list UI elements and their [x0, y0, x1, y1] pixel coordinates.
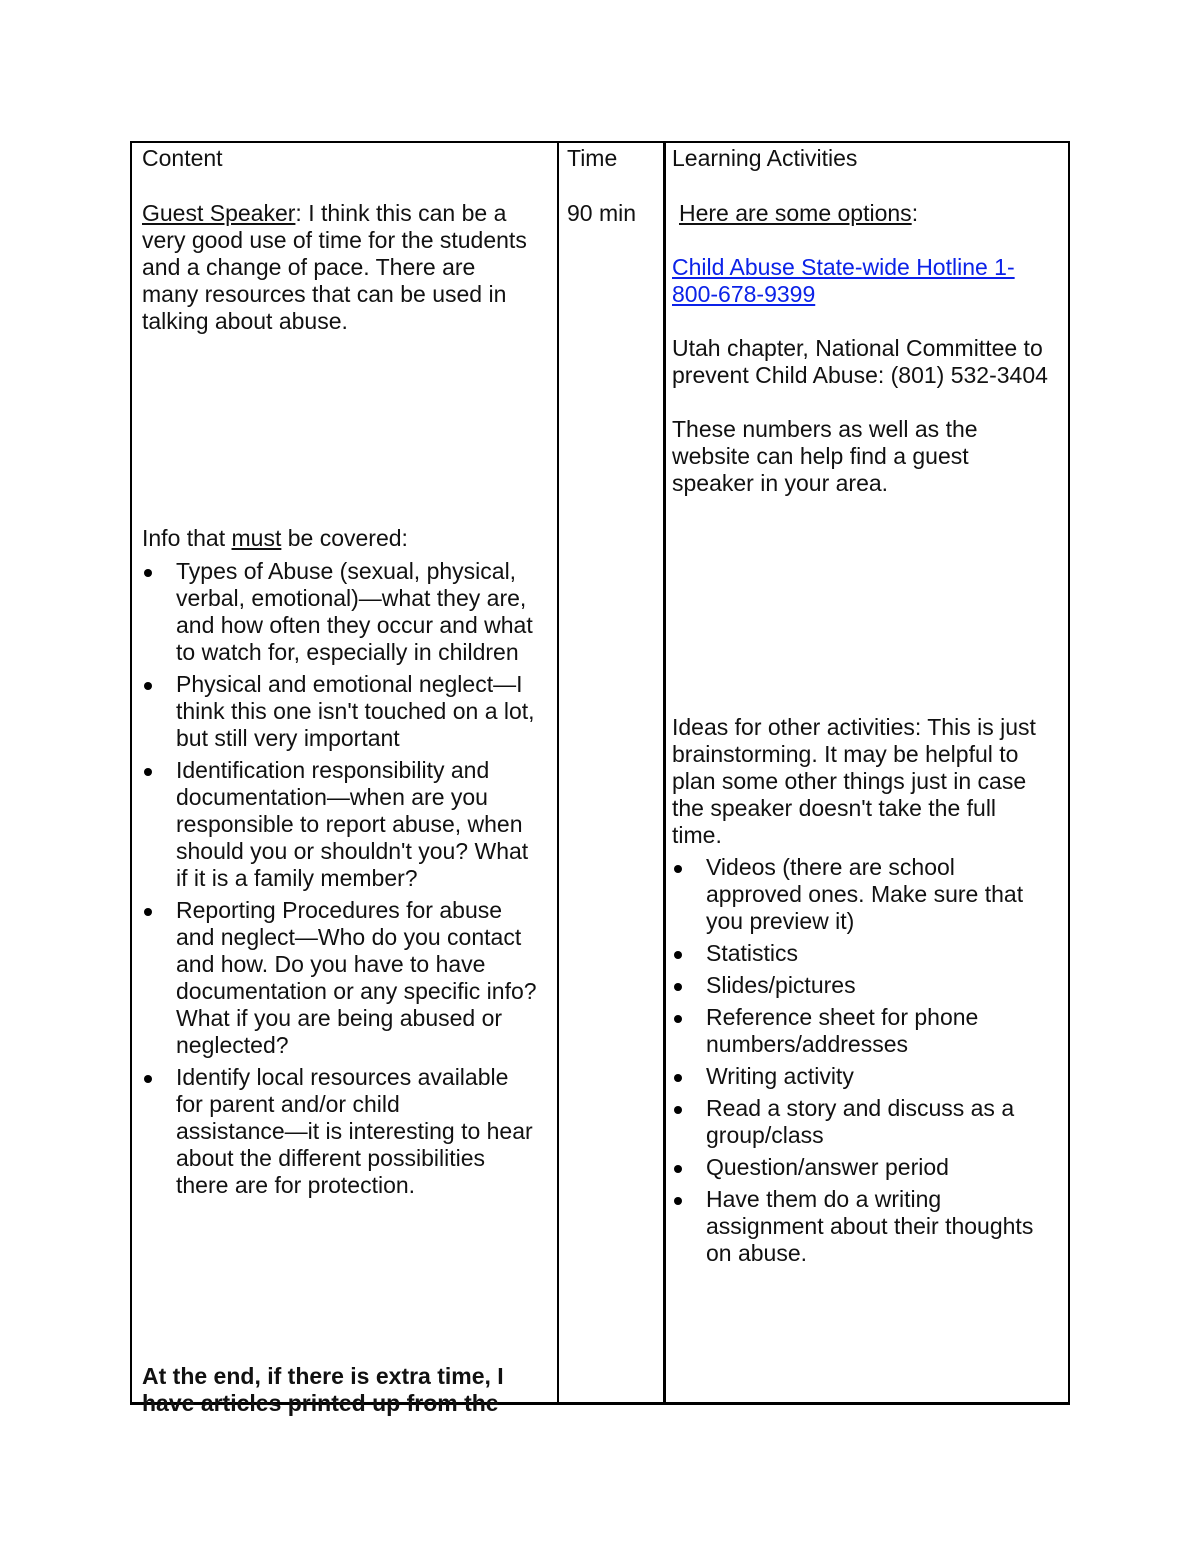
bullet-line: neglected? [176, 1032, 289, 1058]
bullet-icon [144, 908, 152, 916]
bullet-line: you preview it) [706, 908, 855, 934]
info-prefix: Info that [142, 525, 232, 551]
hotline-link[interactable]: 800-678-9399 [672, 281, 816, 307]
bullet-icon [674, 983, 682, 991]
activity-bullet-list [672, 854, 1033, 1272]
content-header: Content [142, 145, 223, 171]
ideas-line: the speaker doesn't take the full [672, 795, 997, 821]
bullet-line: about the different possibilities [176, 1145, 485, 1171]
bullet-icon [144, 569, 152, 577]
bullet-line: Identify local resources available [176, 1064, 509, 1090]
numbers-line: website can help find a guest [672, 443, 969, 469]
time-value: 90 min [567, 200, 637, 226]
info-bullet-item [142, 897, 537, 1059]
bullet-icon [674, 951, 682, 959]
bullet-line: for parent and/or child [176, 1091, 400, 1117]
hotline-link[interactable]: Child Abuse State-wide Hotline 1- [672, 254, 1015, 280]
utah-line: prevent Child Abuse: (801) 532-3404 [672, 362, 1048, 388]
bullet-line: group/class [706, 1122, 824, 1148]
guest-text-line: many resources that can be used in [142, 281, 507, 307]
bullet-line: Identification responsibility and [176, 757, 490, 783]
info-emphasis: must [231, 525, 282, 551]
bullet-icon [674, 1106, 682, 1114]
activity-bullet-item [672, 972, 1033, 999]
bullet-line: numbers/addresses [706, 1031, 908, 1057]
bullet-line: on abuse. [706, 1240, 808, 1266]
options-colon: : [911, 200, 919, 226]
bullet-line: approved ones. Make sure that [706, 881, 1024, 907]
bullet-line: Reporting Procedures for abuse [176, 897, 503, 923]
guest-text-line: and a change of pace. There are [142, 254, 476, 280]
bullet-icon [674, 865, 682, 873]
bullet-line: should you or shouldn't you? What [176, 838, 529, 864]
bullet-icon [674, 1074, 682, 1082]
lesson-plan-table [130, 141, 1070, 1416]
activity-bullet-item [672, 1095, 1033, 1149]
bullet-line: responsible to report abuse, when [176, 811, 523, 837]
bullet-line: Videos (there are school [706, 854, 955, 880]
bullet-line: Writing activity [706, 1063, 854, 1089]
bullet-line: and neglect—Who do you contact [176, 924, 522, 950]
guest-text-line: very good use of time for the students [142, 227, 527, 253]
ideas-line: Ideas for other activities: This is just [672, 714, 1036, 740]
content-column [132, 143, 557, 1416]
numbers-line: speaker in your area. [672, 470, 889, 496]
info-bullet-list [142, 558, 537, 1204]
bullet-line: documentation—when are you [176, 784, 488, 810]
bullet-icon [144, 768, 152, 776]
activity-bullet-item [672, 1186, 1033, 1267]
activity-bullet-item [672, 1004, 1033, 1058]
guest-text-line: : I think this can be a [295, 200, 507, 226]
info-suffix: be covered: [281, 525, 408, 551]
options-heading [679, 200, 918, 227]
time-header: Time [567, 145, 618, 171]
bullet-line: think this one isn't touched on a lot, [176, 698, 535, 724]
activity-bullet-item [672, 1063, 1033, 1090]
bullet-line: Question/answer period [706, 1154, 949, 1180]
activity-bullet-item [672, 1154, 1033, 1181]
info-bullet-item [142, 671, 537, 752]
activity-bullet-item [672, 854, 1033, 935]
bullet-line: Types of Abuse (sexual, physical, [176, 558, 517, 584]
info-bullet-item [142, 558, 537, 666]
numbers-line: These numbers as well as the [672, 416, 978, 442]
bullet-line: documentation or any specific info? [176, 978, 537, 1004]
guest-text-line: talking about abuse. [142, 308, 348, 334]
bullet-line: and how. Do you have to have [176, 951, 486, 977]
closing-line: At the end, if there is extra time, I [142, 1363, 504, 1389]
bullet-line: Physical and emotional neglect—I [176, 671, 523, 697]
ideas-line: plan some other things just in case [672, 768, 1027, 794]
bullet-icon [144, 1075, 152, 1083]
bullet-line: Slides/pictures [706, 972, 856, 998]
info-bullet-item [142, 1064, 537, 1199]
options-label: Here are some options [679, 200, 912, 226]
bullet-icon [144, 682, 152, 690]
bullet-icon [674, 1015, 682, 1023]
info-bullet-item [142, 757, 537, 892]
bullet-line: to watch for, especially in children [176, 639, 519, 665]
bullet-line: Have them do a writing [706, 1186, 942, 1212]
guest-speaker-label: Guest Speaker [142, 200, 296, 226]
ideas-line: time. [672, 822, 722, 848]
bullet-line: assistance—it is interesting to hear [176, 1118, 533, 1144]
time-column [559, 143, 663, 1402]
bullet-line: and how often they occur and what [176, 612, 533, 638]
bullet-line: assignment about their thoughts [706, 1213, 1034, 1239]
bullet-icon [674, 1197, 682, 1205]
bullet-line: there are for protection. [176, 1172, 416, 1198]
closing-line: have articles printed up from the [142, 1390, 499, 1416]
bullet-line: but still very important [176, 725, 400, 751]
utah-line: Utah chapter, National Committee to [672, 335, 1043, 361]
activity-bullet-item [672, 940, 1033, 967]
bullet-line: if it is a family member? [176, 865, 418, 891]
bullet-line: What if you are being abused or [176, 1005, 503, 1031]
bullet-line: Read a story and discuss as a [706, 1095, 1015, 1121]
activities-header: Learning Activities [672, 145, 858, 171]
bullet-icon [674, 1165, 682, 1173]
bullet-line: Statistics [706, 940, 799, 966]
activities-column [666, 143, 1068, 1402]
bullet-line: Reference sheet for phone [706, 1004, 979, 1030]
info-heading [142, 525, 408, 552]
ideas-line: brainstorming. It may be helpful to [672, 741, 1019, 767]
bullet-line: verbal, emotional)—what they are, [176, 585, 527, 611]
